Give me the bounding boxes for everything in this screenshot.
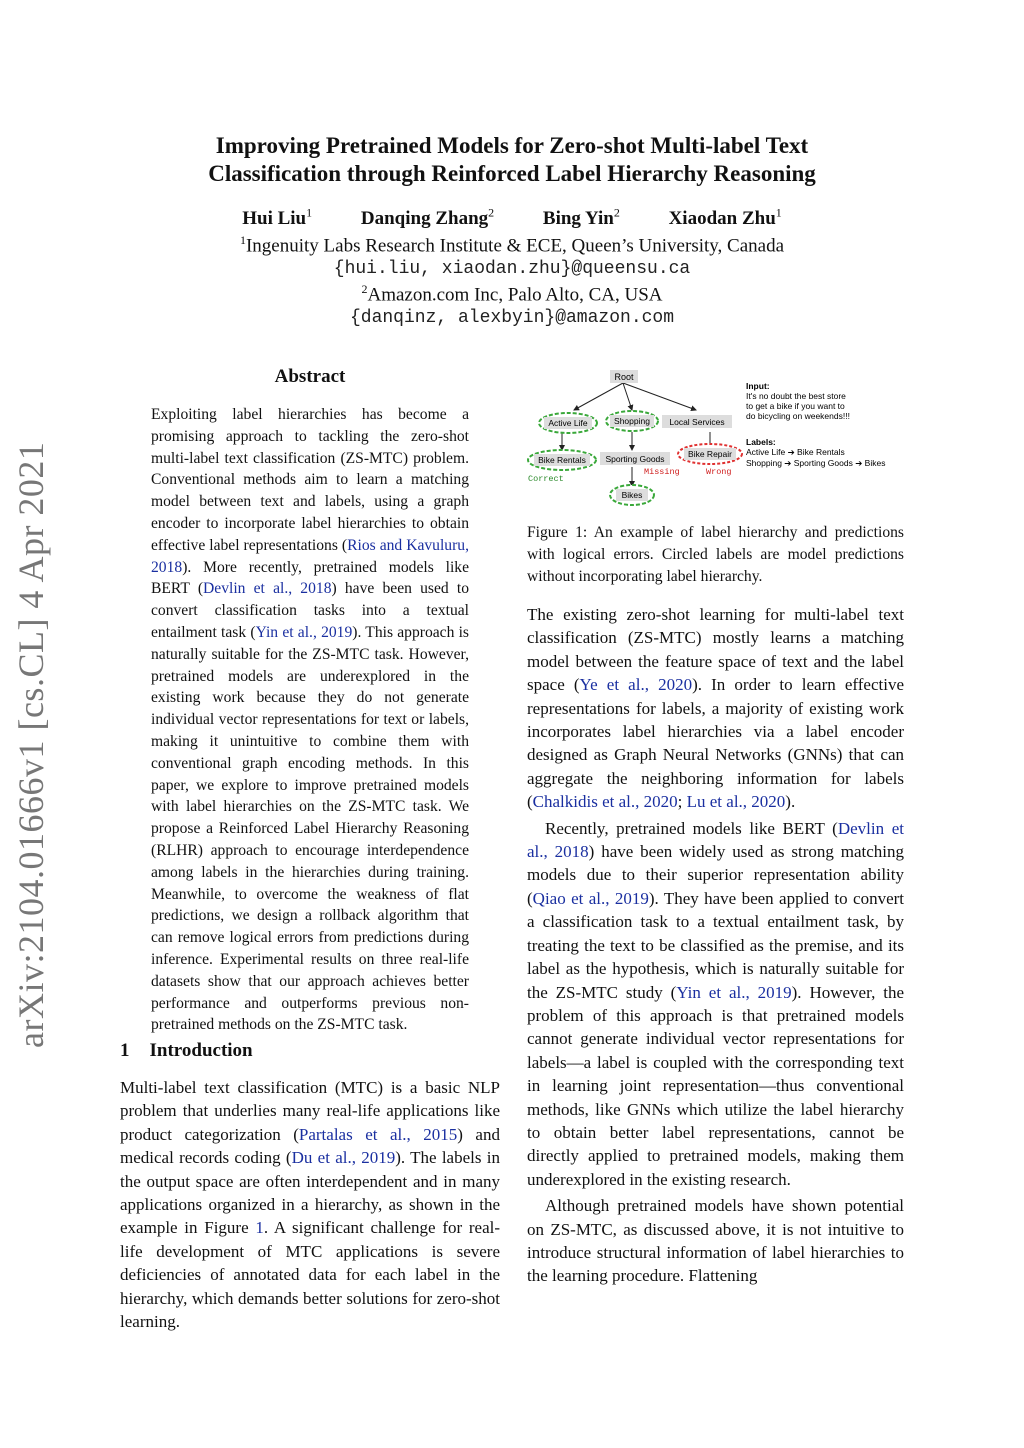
citation-link[interactable]: Ye et al., 2020 xyxy=(579,675,693,695)
node-sporting-goods xyxy=(600,452,670,465)
figure-input-box xyxy=(746,381,885,468)
svg-text:Shopping: Shopping xyxy=(614,416,650,426)
citation-link[interactable]: Partalas et al., 2015 xyxy=(298,1124,458,1144)
abstract-heading: Abstract xyxy=(274,366,346,387)
svg-text:Bike Rentals: Bike Rentals xyxy=(538,455,586,465)
citation-link[interactable]: Devlin et al., 2018 xyxy=(203,580,332,598)
introduction-body: Multi-label text classification (MTC) is a basic NLP problem that underlies many real-life applications like product categorization (Partalas et al., 2015) and medical records coding (Du et al., 2019). The labels in the output space are often interdependent and in many applications organized in a hierarchy, as shown in the example in Figure 1. A significant challenge for real-life development of MTC applications is severe deficiencies of annotated data for each label in the hierarchy, which demands better solutions for zero-shot learning. xyxy=(120,1078,500,1332)
paper-title xyxy=(120,132,904,188)
tag-missing: Missing xyxy=(644,467,680,477)
paragraph: The existing zero-shot learning for multi-label text classification (ZS-MTC) mostly learns a matching model between the feature space of text and the label space (Ye et al., 2020). In order to learn effective representations for labels, a majority of existing work incorporates label hierarchies via a label encoder designed as Graph Neural Networks (GNNs) that can aggregate the neighboring information for labels (Chalkidis et al., 2020; Lu et al., 2020). xyxy=(527,605,904,812)
title-line-1: Improving Pretrained Models for Zero-shot Multi-label Text xyxy=(215,133,809,158)
citation-link[interactable]: Lu et al., 2020 xyxy=(686,792,786,812)
node-bikes xyxy=(610,485,654,505)
paragraph: Although pretrained models have shown potential on ZS-MTC, as discussed above, it is not intuitive to introduce structural information of label hierarchies to the learning procedure. Flattening xyxy=(527,1196,904,1286)
arxiv-identifier: arXiv:2104.01666v1 [cs.CL] 4 Apr 2021 xyxy=(11,441,51,1048)
svg-text:Bike Repair: Bike Repair xyxy=(688,449,732,459)
author-4: Xiaodan Zhu$^1$ xyxy=(668,206,782,230)
citation-link[interactable]: Chalkidis et al., 2020 xyxy=(532,792,678,812)
svg-text:Labels:: Labels: xyxy=(746,437,776,447)
title-line-2: Classification through Reinforced Label Hierarchy Reasoning xyxy=(208,161,816,186)
citation-link[interactable]: Rios and Kavuluru, 2018 xyxy=(151,536,469,576)
affiliation-2: $^2$Amazon.com Inc, Palo Alto, CA, USA xyxy=(361,282,663,306)
right-column-body xyxy=(527,603,904,1291)
figure-1-caption: Figure 1: An example of label hierarchy and predictions with logical errors. Circled labels are model predictions without incorporating label hierarchy. xyxy=(527,524,904,585)
node-bike-rentals xyxy=(528,450,596,470)
node-shopping xyxy=(606,411,658,431)
paragraph: Recently, pretrained models like BERT (Devlin et al., 2018) have been widely used as strong matching models due to their superior representation ability (Qiao et al., 2019). They have been applied to convert a classification task to a textual entailment task, by treating the text to be classified as the premise, and its label as the hypothesis, which is naturally suitable for the ZS-MTC study (Yin et al., 2019). However, the problem of this approach is that pretrained models cannot generate individual vector representations for labels—a label is coupled with the corresponding text in learning joint representation—thus conventional methods, like GNNs which utilize the label hierarchy to obtain better label representations, cannot be directly applied to pretrained models, making them underexplored in the existing research. xyxy=(527,818,904,1189)
author-list xyxy=(120,206,904,230)
svg-text:Active Life: Active Life xyxy=(548,418,588,428)
svg-text:to get a bike if you want to: to get a bike if you want to xyxy=(746,401,845,411)
figure-reference-link[interactable]: 1 xyxy=(255,1218,264,1238)
tag-correct: Correct xyxy=(528,474,564,484)
affiliation-1: $^1$Ingenuity Labs Research Institute & ECE, Queen’s University, Canada xyxy=(239,233,785,257)
svg-text:Root: Root xyxy=(614,372,634,382)
author-2: Danqing Zhang$^2$ xyxy=(360,206,495,230)
svg-text:Sporting Goods: Sporting Goods xyxy=(605,454,665,464)
affiliation-2-emails: {danqinz, alexbyin}@amazon.com xyxy=(349,308,675,328)
citation-link[interactable]: Devlin et al., 2018 xyxy=(527,818,904,862)
svg-text:Input:: Input: xyxy=(746,381,770,391)
svg-text:Active Life ➔ Bike Rentals: Active Life ➔ Bike Rentals xyxy=(746,447,845,457)
svg-text:do bicycling on weekends!!!: do bicycling on weekends!!! xyxy=(746,411,850,421)
svg-text:Bikes: Bikes xyxy=(621,490,643,500)
author-1: Hui Liu$^1$ xyxy=(242,206,313,230)
figure-1-label-hierarchy xyxy=(524,366,904,514)
node-active-life xyxy=(539,413,597,433)
svg-text:Local Services: Local Services xyxy=(669,417,725,427)
affiliation-1-emails: {hui.liu, xiaodan.zhu}@queensu.ca xyxy=(333,259,691,279)
node-root xyxy=(610,370,638,383)
svg-text:It's no doubt the best store: It's no doubt the best store xyxy=(746,391,846,401)
citation-link[interactable]: Yin et al., 2019 xyxy=(676,982,792,1002)
citation-link[interactable]: Qiao et al., 2019 xyxy=(532,888,649,908)
section-heading-introduction: 1 Introduction xyxy=(120,1040,253,1061)
citation-link[interactable]: Yin et al., 2019 xyxy=(255,623,353,641)
svg-text:Shopping ➔ Sporting Goods ➔ Bi: Shopping ➔ Sporting Goods ➔ Bikes xyxy=(746,458,886,468)
abstract-body: Exploiting label hierarchies has become a promising approach to tackling the zero-shot multi-label text classification (ZS-MTC) problem. Conventional methods aim to learn a matching model between text and labels, using a graph encoder to incorporate label hierarchies to obtain effective label representations (Rios and Kavuluru, 2018). More recently, pretrained models like BERT (Devlin et al., 2018) have been used to convert classification tasks into a textual entailment task (Yin et al., 2019). This approach is naturally suitable for the ZS-MTC task. However, pretrained models are underexplored in the existing work because they do not generate individual vector representations for text or labels, making it unintuitive to combine them with conventional graph encoding methods. In this paper, we explore to improve pretrained models with label hierarchies on the ZS-MTC task. We propose a Reinforced Label Hierarchy Reasoning (RLHR) approach to encourage interdependence among labels in the hierarchies during training. Meanwhile, to overcome the weakness of flat predictions, we design a rollback algorithm that can remove logical errors from predictions during inference. Experimental results on three real-life datasets show that our approach achieves better performance and outperforms previous non-pretrained methods on the ZS-MTC task. xyxy=(151,406,469,1034)
node-local-services xyxy=(662,415,732,428)
author-3: Bing Yin$^2$ xyxy=(542,206,620,230)
citation-link[interactable]: Du et al., 2019 xyxy=(291,1148,396,1168)
tag-wrong: Wrong xyxy=(706,467,732,477)
node-bike-repair xyxy=(678,444,742,464)
